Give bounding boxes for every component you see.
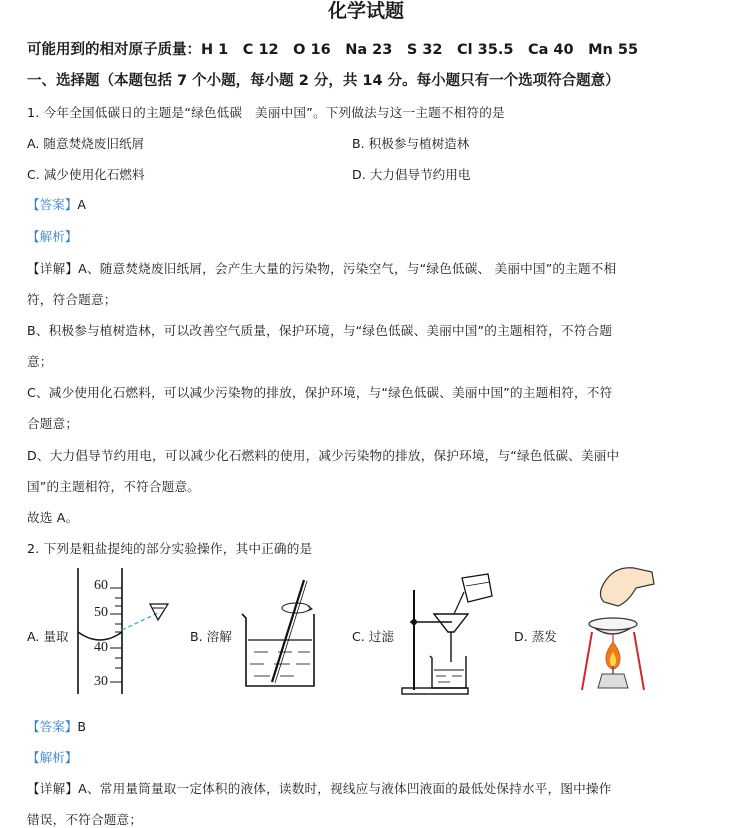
answer-tag: 【答案】: [27, 719, 78, 734]
cylinder-tick-label: 30: [94, 674, 108, 689]
q1-option-b: B. 积极参与植树造林: [352, 136, 470, 151]
q1-stem: 1. 今年全国低碳日的主题是“绿色低碳 美丽中国”。下列做法与这一主题不相符的是: [27, 105, 505, 120]
q2-label-b: B. 溶解: [190, 629, 232, 644]
q2-label-a: A. 量取: [27, 629, 69, 644]
q1-detail-line: 符，符合题意；: [27, 292, 117, 307]
q2-answer: [27, 716, 86, 735]
q2-detail-line: 【详解】A、常用量筒量取一定体积的液体，读数时，视线应与液体凹液面的最低处保持水平，图中操作: [27, 781, 612, 796]
answer-value: A: [77, 197, 87, 212]
hand-icon: [600, 568, 654, 606]
q1-option-c: C. 减少使用化石燃料: [27, 167, 145, 182]
q2-label-d: D. 蒸发: [514, 629, 557, 644]
page-title: 化学试题: [327, 0, 404, 22]
answer-value: B: [77, 719, 87, 734]
q1-detail-line: 国”的主题相符，不符合题意。: [27, 479, 201, 494]
evaporation-figure: [562, 562, 662, 702]
cylinder-tick-label: 60: [94, 578, 108, 593]
q1-detail-line: B、积极参与植树造林，可以改善空气质量，保护环境，与“绿色低碳、美丽中国”的主题相符，不符合题: [27, 323, 613, 338]
q2-detail-line: 错误，不符合题意；: [27, 812, 143, 827]
q1-detail-line: 意；: [27, 354, 53, 369]
atomic-mass-line: 可能用到的相对原子质量：H 1 C 12 O 16 Na 23 S 32 Cl 35.5 Ca 40 Mn 55: [27, 42, 639, 58]
q1-conclusion: 故选 A。: [27, 510, 79, 525]
cylinder-tick-label: 40: [94, 640, 108, 655]
cylinder-tick-label: 50: [94, 605, 108, 620]
q1-detail-line: C、减少使用化石燃料，可以减少污染物的排放，保护环境，与“绿色低碳、美丽中国”的主题相符，不符: [27, 385, 613, 400]
q1-analysis-tag: 【解析】: [27, 229, 78, 244]
answer-tag: 【答案】: [27, 197, 78, 212]
q1-detail-line: D、大力倡导节约用电，可以减少化石燃料的使用，减少污染物的排放，保护环境，与“绿色低碳、美丽中: [27, 448, 620, 463]
filtration-figure: [398, 570, 498, 698]
cylinder-figure: [70, 568, 180, 698]
q1-answer: [27, 194, 86, 213]
q2-label-c: C. 过滤: [352, 629, 394, 644]
q1-option-d: D. 大力倡导节约用电: [352, 167, 471, 182]
q1-detail-line: 【详解】A、随意焚烧废旧纸屑，会产生大量的污染物，污染空气，与“绿色低碳、 美丽中国”的主题不相: [27, 261, 617, 276]
q2-stem: 2. 下列是粗盐提纯的部分实验操作，其中正确的是: [27, 541, 313, 556]
q1-detail-line: 合题意；: [27, 416, 79, 431]
section-heading: 一、选择题（本题包括 7 个小题，每小题 2 分，共 14 分。每小题只有一个选项符合题意）: [27, 73, 620, 89]
q1-option-a: A. 随意焚烧废旧纸屑: [27, 136, 145, 151]
beaker-dissolve-figure: [234, 578, 334, 693]
q2-analysis-tag: 【解析】: [27, 750, 78, 765]
